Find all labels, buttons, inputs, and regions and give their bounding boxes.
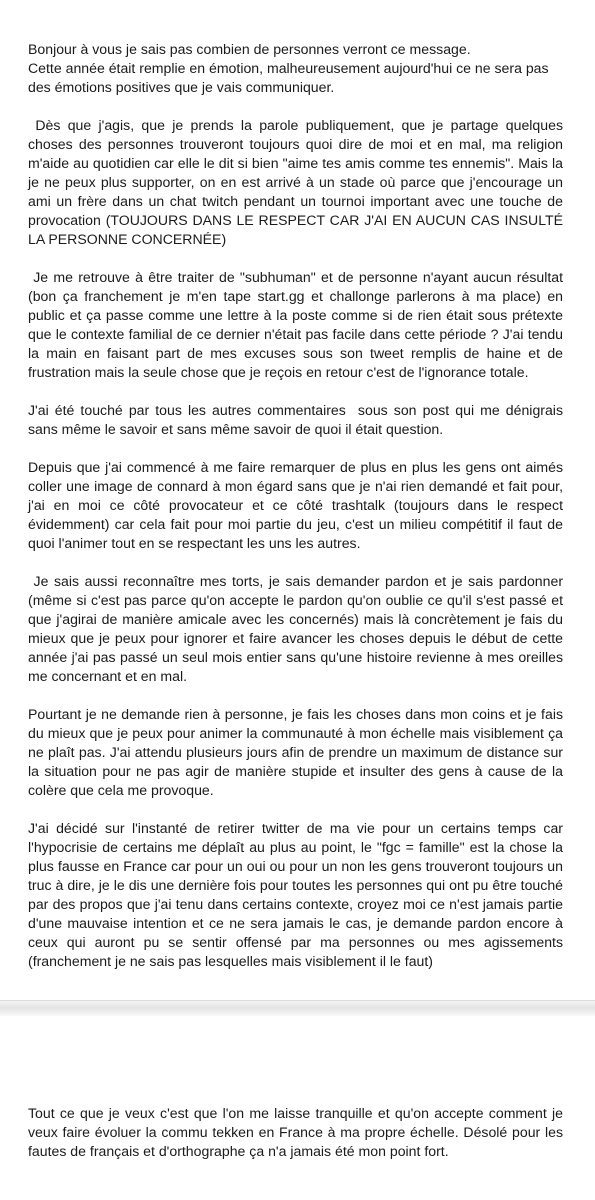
paragraph-comments: J'ai été touché par tous les autres commentaires sous son post qui me dénigrais sans même le savoir et sans même savoir de quoi il était question. — [28, 402, 567, 437]
paragraph-apology: Je sais aussi reconnaître mes torts, je sais demander pardon et je sais pardonner (même si c'est pas parce qu'on accepte le pardon qu'on oublie ce qu'il s'est passé et que j'agirai de manière amicale avec les concernés) mais là concrètement je fais du mieux que je peux pour ignorer et faire avancer les choses depuis le début de cette année j'ai pas passé un seul mois entier sans qu'une histoire revienne à mes oreilles me concernant et en mal. — [28, 573, 567, 684]
paragraph-insult-incident: Je me retrouve à être traiter de "subhuman" et de personne n'ayant aucun résultat (bon ça franchement je m'en tape start.gg et challonge parlerons à ma place) en public et ça passe comme une lettre à la poste comme si de rien était sous prétexte que le contexte familial de ce dernier n'était pas facile dans cette période ? J'ai tendu la main en faisant part de mes excuses sous son tweet remplis de haine et de frustration mais la seule chose que je reçois en retour c'est de l'ignorance totale. — [28, 269, 567, 380]
page-2-body — [28, 1104, 567, 1180]
paragraph-greeting: Bonjour à vous je sais pas combien de personnes verront ce message. Cette année était remplie en émotion, malheureusement aujourd'hui ce ne sera pas des émotions positives que je vais communiquer. — [28, 41, 549, 95]
paragraph-closing: Tout ce que je veux c'est que l'on me laisse tranquille et qu'on accepte comment je veux faire évoluer la commu tekken en France à ma propre échelle. Désolé pour les fautes de français et d'orthographe ça n'a jamais été mon point fort. — [28, 1105, 567, 1159]
document-page-2 — [0, 1016, 595, 1200]
page-separator — [0, 1000, 595, 1017]
paragraph-context: Dès que j'agis, que je prends la parole publiquement, que je partage quelques choses des personnes trouveront toujours quoi dire de moi et en mal, ma religion m'aide au quotidien car elle le dit si bien "aime tes amis comme tes ennemis". Mais la je ne peux plus supporter, on en est arrivé à un stade où parce que j'encourage un ami un frère dans un chat twitch pendant un tournoi important avec une touche de provocation (TOUJOURS DANS LE RESPECT CAR J'AI EN AUCUN CAS INSULTÉ LA PERSONNE CONCERNÉE) — [28, 117, 567, 247]
paragraph-community: Pourtant je ne demande rien à personne, je fais les choses dans mon coins et je fais du mieux que je peux pour animer la communauté à mon échelle mais visiblement ça ne plaît pas. J'ai attendu plusieurs jours afin de prendre un maximum de distance sur la situation pour ne pas agir de manière stupide et insulter des gens à cause de la colère que cela me provoque. — [28, 706, 567, 798]
paragraph-reputation: Depuis que j'ai commencé à me faire remarquer de plus en plus les gens ont aimés coller une image de connard à mon égard sans que je n'ai rien demandé et fait pour, j'ai en moi ce côté provocateur et ce côté trashtalk (toujours dans le respect évidemment) car cela fait pour moi partie du jeu, c'est un milieu compétitif il faut de quoi l'animer tout en se respectant les uns les autres. — [28, 459, 567, 551]
paragraph-decision: J'ai décidé sur l'instanté de retirer twitter de ma vie pour un certains temps car l'hypocrisie de certains me déplaît au plus au point, le "fgc = famille" est la chose la plus fausse en France car pour un oui ou pour un non les gens trouveront toujours un truc à dire, je le dis une dernière fois pour toutes les personnes qui ont pu être touché par des propos que j'ai tenu dans certains contexte, croyez moi ce n'est jamais partie d'une mauvaise intention et ce ne sera jamais le cas, je demande pardon encore à ceux qui auront pu se sentir offensé par ma personnes ou mes agissements (franchement je ne sais pas lesquelles mais visiblement il le faut) — [28, 820, 567, 969]
page-1-body — [28, 40, 567, 990]
